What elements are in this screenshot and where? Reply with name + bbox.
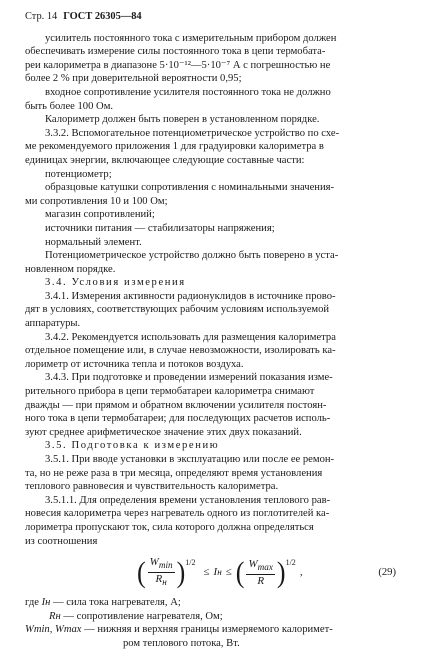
relation-le-1: ≤	[203, 566, 210, 579]
text-line: обеспечивать измерение силы постоянного тока в цепи термобата-	[25, 46, 326, 58]
legend-text: — сила тока нагревателя, А;	[50, 597, 181, 609]
legend-symbol: Rн	[49, 610, 61, 622]
text-line: 3.4.3. При подготовке и проведении измерений показания изме-	[45, 372, 333, 384]
text-line: дважды — при прямом и обратном включении усилителя постоян-	[25, 399, 327, 411]
text-line: 3.5.1. При вводе установки в эксплуатацию или после ее ремон-	[45, 454, 335, 465]
paren-open: (	[235, 555, 245, 589]
paren-close: )	[176, 555, 186, 589]
legend-where: где	[25, 597, 39, 609]
subscript-min: min	[158, 560, 173, 571]
text-line: усилитель постоянного тока с измерительным прибором должен	[45, 32, 337, 44]
text-line: Потенциометрическое устройство должно быть поверено в уста-	[45, 250, 339, 262]
paragraph-3-5-1-1	[25, 494, 400, 548]
text-line: 3.4.1. Измерения активности радионуклидов в источнике прово-	[45, 290, 336, 302]
text-line: лориметра пропускают ток, сила которого должна определяться	[25, 521, 314, 533]
relation-le-2: ≤	[225, 566, 232, 579]
text-line: аппаратуры.	[25, 318, 81, 330]
section-heading-3-4: 3.4. Условия измерения	[45, 277, 186, 289]
legend-row	[25, 610, 400, 624]
text-line: дят в условиях, соответствующих рабочим условиям используемой	[25, 304, 330, 316]
paren-open: (	[137, 555, 146, 589]
legend-row	[25, 623, 400, 637]
page-number: Стр. 14	[25, 11, 58, 22]
paragraph-3-3-2	[25, 127, 400, 168]
text-line: 3.4.2. Рекомендуется использовать для размещения калориметра	[45, 331, 336, 343]
section-heading-3-5: 3.5. Подготовка к измерению	[45, 440, 220, 452]
fraction-left	[148, 556, 175, 589]
subscript-max: max	[257, 561, 273, 572]
subscript-n: н	[162, 577, 167, 588]
legend-row	[25, 596, 400, 610]
paragraph-3-5-1	[25, 453, 400, 494]
exponent-left: 1/2	[185, 558, 196, 568]
text-line: отдельное помещение или, в случае невозможности, изолировать ка-	[25, 345, 336, 357]
paragraph-3-4-2	[25, 331, 400, 372]
list-item: потенциометр;	[45, 168, 112, 180]
legend-symbol: Wmin, Wmax	[25, 624, 82, 636]
formula-legend	[25, 596, 400, 650]
list-item: нормальный элемент.	[45, 236, 142, 248]
text-line: теплового равновесия и чувствительность калориметра.	[25, 481, 279, 493]
text-line: лориметр от источника тепла и потоков воздуха.	[25, 358, 244, 370]
page-header	[25, 10, 400, 24]
standard-code: ГОСТ 26305—84	[63, 11, 142, 22]
legend-symbol: Iн	[41, 597, 51, 609]
text-line: Калориметр должен быть поверен в установленном порядке.	[45, 114, 320, 126]
formula-expression	[137, 556, 303, 589]
text-line: 3.3.2. Вспомогательное потенциометрическое устройство по схе-	[45, 127, 340, 139]
paragraph-amplifier	[25, 32, 400, 86]
paren-close: )	[276, 555, 286, 589]
equation-number: (29)	[378, 567, 396, 579]
text-line: реи калориметра в диапазоне 5·10⁻¹²—5·10⁻⁷ А с погрешностью не	[25, 59, 331, 71]
text-line: та, но не реже раза в три месяца, определяют время установления	[25, 467, 323, 479]
symbol-r: R	[155, 573, 163, 586]
text-line: входное сопротивление усилителя постоянного тока не должно	[45, 86, 331, 98]
text-line: ме рекомендуемого приложения 1 для градуировки калориметра в	[25, 141, 324, 153]
text-line: зуют среднее арифметическое значение этих двух показаний.	[25, 426, 302, 438]
legend-row: ром теплового потока, Вт.	[123, 637, 240, 649]
paragraph-3-4-1	[25, 290, 400, 331]
text-line: более 2 % при доверительной вероятности 0,95;	[25, 73, 242, 85]
text-line: ного тока в цепи термобатареи; для последующих расчетов исполь-	[25, 413, 331, 425]
paragraph-3-4-3	[25, 371, 400, 439]
paragraph-verification	[25, 249, 400, 276]
text-line: из соотношения	[25, 535, 98, 547]
symbol-r: R	[257, 574, 265, 587]
formula-comma: ,	[299, 566, 303, 579]
fraction-right	[246, 558, 274, 588]
text-line: ми сопротивления 10 и 100 Ом;	[25, 195, 168, 207]
legend-text: — сопротивление нагревателя, Ом;	[60, 610, 223, 622]
legend-text: — нижняя и верхняя границы измеряемого калоримет-	[81, 624, 333, 636]
symbol-i: I	[213, 566, 218, 579]
text-line: единицах энергии, включающее следующие составные части:	[25, 154, 305, 166]
symbol-w: W	[248, 557, 258, 570]
exponent-right: 1/2	[285, 558, 296, 568]
text-line: рительного прибора в цепи термобатареи калориметра снимают	[25, 386, 315, 398]
symbol-w: W	[149, 556, 159, 569]
paragraph-input-resistance	[25, 86, 400, 113]
text-line: новесия калориметра через нагреватель одного из поглотителей ка-	[25, 508, 330, 520]
subscript-n: н	[217, 567, 222, 578]
formula-29	[25, 552, 400, 594]
text-line: быть более 100 Ом.	[25, 100, 114, 112]
text-line: новленном порядке.	[25, 263, 116, 275]
list-item: источники питания — стабилизаторы напряжения;	[45, 222, 275, 234]
list-item: магазин сопротивлений;	[45, 209, 155, 221]
list-item: образцовые катушки сопротивления с номинальными значения-	[45, 182, 335, 194]
text-line: 3.5.1.1. Для определения времени установления теплового рав-	[45, 494, 331, 506]
